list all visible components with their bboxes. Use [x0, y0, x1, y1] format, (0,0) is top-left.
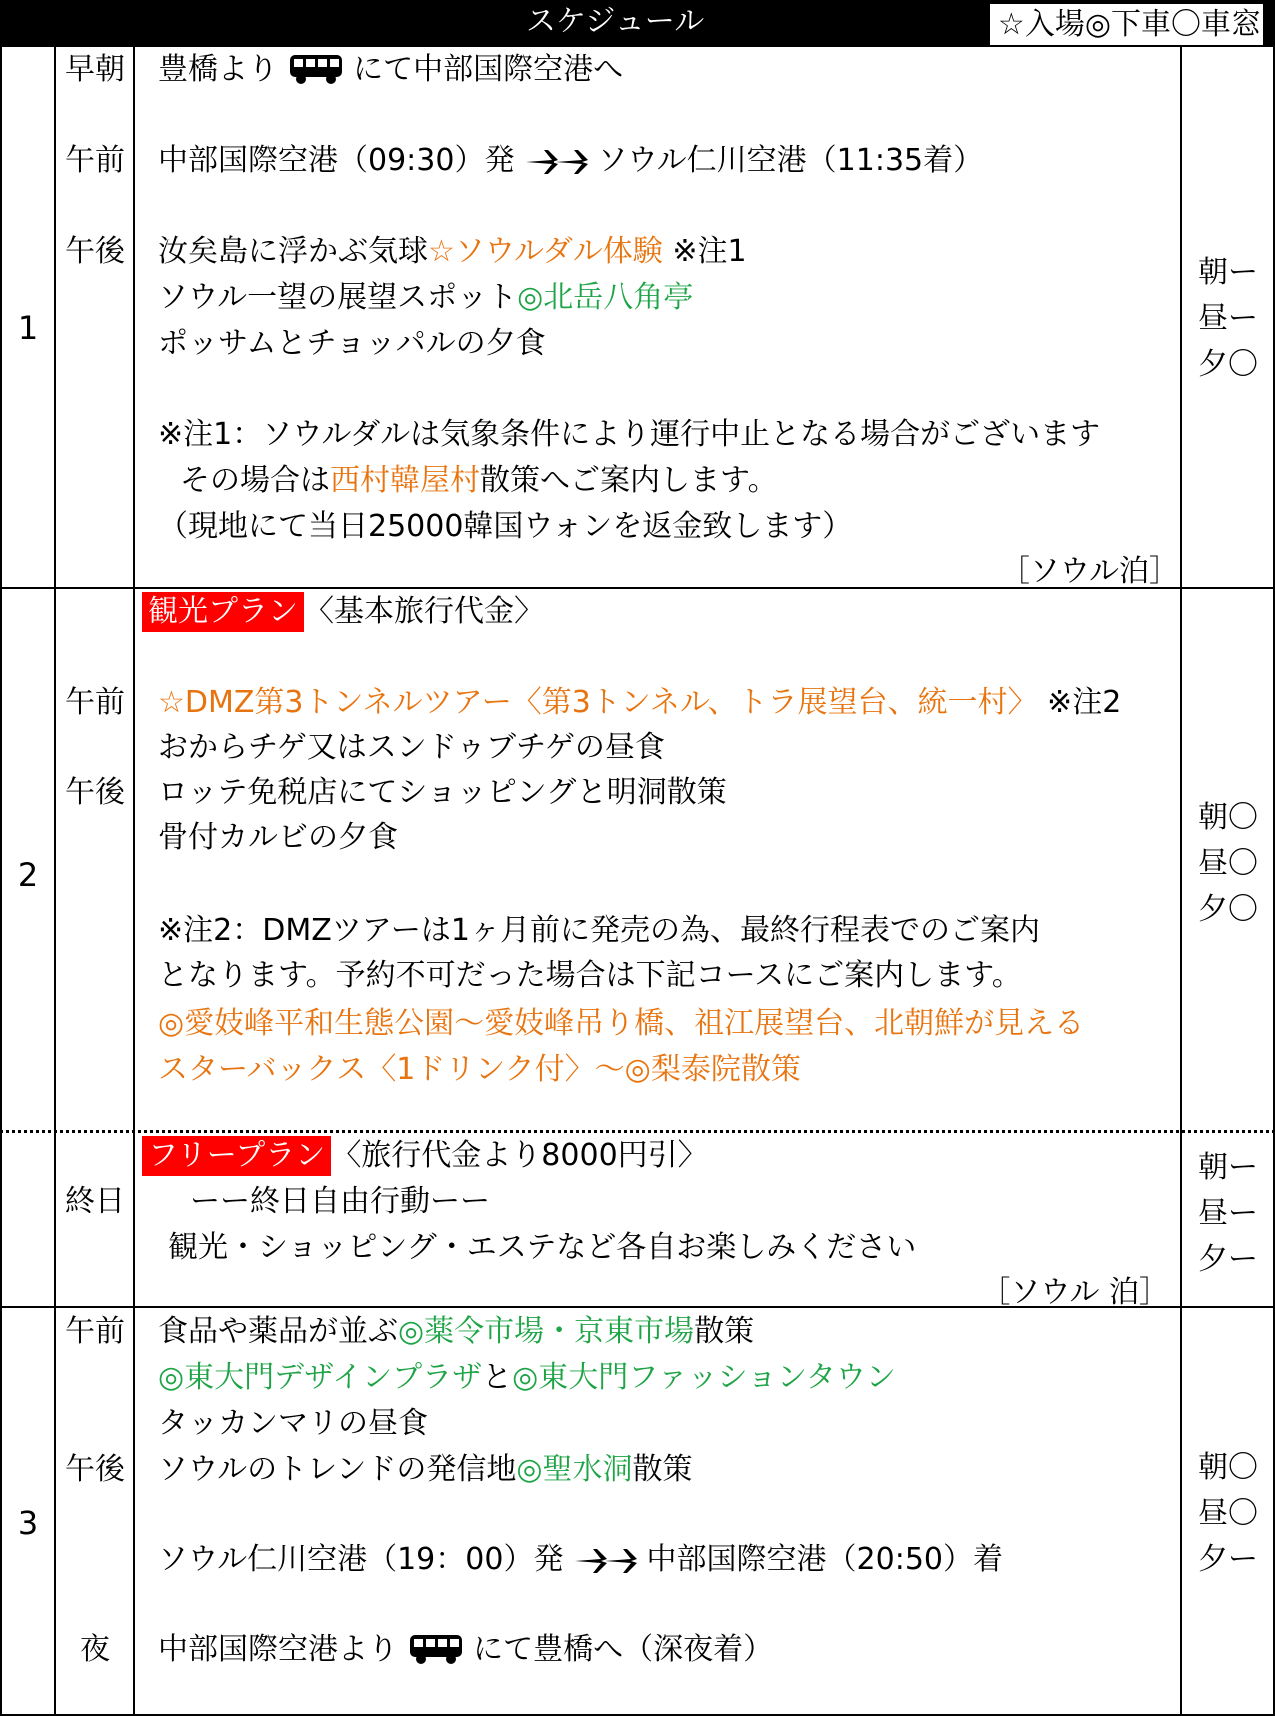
text-segment: 中部国際空港より: [158, 1632, 398, 1667]
day-number-1: 1: [17, 309, 39, 347]
free-plan-meals: [1183, 1145, 1273, 1283]
text-segment: 食品や薬品が並ぶ: [158, 1314, 398, 1349]
sightseeing-plan-heading: [142, 592, 544, 632]
day3-line-1: [158, 1312, 754, 1352]
meal-breakfast: 朝〇: [1198, 1450, 1258, 1485]
plan-price-note: 〈基本旅行代金〉: [304, 594, 544, 629]
text-segment: 豊橋より: [158, 52, 278, 87]
header-title: スケジュール: [526, 4, 705, 39]
text-segment: 中部国際空港（09:30）発: [158, 143, 515, 178]
attraction-bukak-pavilion: ◎北岳八角亭: [517, 280, 694, 315]
text-segment: 散策: [694, 1314, 755, 1349]
schedule-header: [0, 0, 1275, 47]
day1-note-1: ※注1：ソウルダルは気象条件により運行中止となる場合がございます: [158, 417, 1101, 452]
time-morning: 午前: [65, 685, 125, 720]
meal-lunch: 昼ー: [1198, 301, 1258, 336]
meal-dinner: 夕〇: [1198, 347, 1258, 382]
meal-breakfast: 朝ー: [1198, 1150, 1258, 1185]
day3-line-2: [158, 1358, 896, 1398]
day3-meals: [1183, 1445, 1273, 1583]
attraction-ddp: ◎東大門デザインプラザ: [158, 1360, 483, 1395]
day2-line-3: ロッテ免税店にてショッピングと明洞散策: [158, 775, 727, 810]
time-morning: 午前: [65, 143, 125, 178]
day1-note-3: （現地にて当日25000韓国ウォンを返金致します）: [158, 509, 853, 544]
day2-alt-course-1: ◎愛妓峰平和生態公園～愛妓峰吊り橋、祖江展望台、北朝鮮が見える: [158, 1006, 1085, 1041]
day-number-3: 3: [17, 1504, 39, 1542]
column-divider-meals: [1180, 47, 1182, 1716]
attraction-seoul-dal: ☆ソウルダル体験: [428, 234, 663, 269]
meal-dinner: 夕〇: [1198, 892, 1258, 927]
bus-icon: [288, 53, 344, 96]
time-afternoon: 午後: [65, 775, 125, 810]
text-segment: 散策へご案内します。: [480, 463, 778, 498]
text-segment: にて中部国際空港へ: [353, 52, 624, 87]
time-afternoon: 午後: [65, 1452, 125, 1487]
day1-line-4: [158, 278, 693, 318]
day3-line-4: [158, 1450, 693, 1490]
attraction-seochon: 西村韓屋村: [330, 463, 480, 498]
attraction-dmz-tour: ☆DMZ第3トンネルツアー〈第3トンネル、トラ展望台、統一村〉: [158, 685, 1038, 720]
free-plan-line-1: ーー終日自由行動ーー: [190, 1184, 490, 1219]
meal-dinner: 夕ー: [1198, 1242, 1258, 1277]
day3-line-5: [158, 1540, 1003, 1586]
text-segment: にて豊橋へ（深夜着）: [473, 1632, 774, 1667]
day2-meals: [1183, 795, 1273, 933]
text-segment: ソウル一望の展望スポット: [158, 280, 518, 315]
time-afternoon: 午後: [65, 234, 125, 269]
plan-label-sightseeing: 観光プラン: [142, 592, 304, 632]
free-plan-heading: [142, 1136, 708, 1176]
airplane-icon: [524, 147, 588, 187]
day1-meals: [1183, 250, 1273, 388]
row-divider-plan: [0, 1130, 1275, 1133]
meal-lunch: 昼ー: [1198, 1196, 1258, 1231]
time-morning: 午前: [65, 1314, 125, 1349]
text-segment: 中部国際空港（20:50）着: [646, 1542, 1004, 1577]
bus-icon: [408, 1633, 464, 1676]
day1-line-2: [158, 141, 983, 187]
note-ref: ※注1: [662, 234, 747, 269]
day1-line-3: [158, 232, 747, 272]
text-segment: その場合は: [180, 463, 330, 498]
day2-line-4: 骨付カルビの夕食: [158, 820, 398, 855]
time-night: 夜: [80, 1632, 110, 1667]
free-plan-line-2: 観光・ショッピング・エステなど各自お楽しみください: [168, 1230, 917, 1265]
meal-lunch: 昼〇: [1198, 846, 1258, 881]
text-segment: ソウル仁川空港（11:35着）: [597, 143, 984, 178]
symbol-legend: ☆入場◎下車〇車窓: [990, 4, 1263, 45]
plan-label-free: フリープラン: [142, 1136, 331, 1176]
note-ref: ※注2: [1037, 685, 1122, 720]
text-segment: 散策: [632, 1452, 693, 1487]
text-segment: ソウルのトレンドの発信地: [158, 1452, 517, 1487]
day1-line-5: ポッサムとチョッパルの夕食: [158, 326, 546, 361]
day2-alt-course-2: スターバックス〈1ドリンク付〉～◎梨泰院散策: [158, 1052, 801, 1087]
meal-breakfast: 朝ー: [1198, 255, 1258, 290]
time-all-day: 終日: [65, 1184, 125, 1219]
day2-line-2: おからチゲ又はスンドゥブチゲの昼食: [158, 730, 665, 765]
attraction-markets: ◎薬令市場・京東市場: [398, 1314, 695, 1349]
day2-line-1: [158, 683, 1121, 723]
time-early-morning: 早朝: [65, 52, 125, 87]
day1-note-2: [180, 461, 778, 501]
meal-lunch: 昼〇: [1198, 1496, 1258, 1531]
day1-stay: ［ソウル泊］: [999, 554, 1179, 589]
day3-line-3: タッカンマリの昼食: [158, 1406, 428, 1441]
text-segment: ソウル仁川空港（19：00）発: [158, 1542, 564, 1577]
attraction-fashion-town: ◎東大門ファッションタウン: [512, 1360, 896, 1395]
text-segment: と: [482, 1360, 513, 1395]
meal-dinner: 夕ー: [1198, 1542, 1258, 1577]
day3-line-6: [158, 1630, 773, 1676]
day1-line-1: [158, 50, 623, 96]
plan-price-note: 〈旅行代金より8000円引〉: [331, 1138, 708, 1173]
free-plan-stay: ［ソウル 泊］: [980, 1275, 1169, 1310]
day-number-2: 2: [17, 856, 39, 894]
airplane-icon: [573, 1546, 637, 1586]
day2-note-1: ※注2：DMZツアーは1ヶ月前に発売の為、最終行程表でのご案内: [158, 913, 1040, 948]
day2-note-2: となります。予約不可だった場合は下記コースにご案内します。: [158, 958, 1022, 993]
attraction-seongsu: ◎聖水洞: [516, 1452, 633, 1487]
meal-breakfast: 朝〇: [1198, 800, 1258, 835]
text-segment: 汝矣島に浮かぶ気球: [158, 234, 428, 269]
